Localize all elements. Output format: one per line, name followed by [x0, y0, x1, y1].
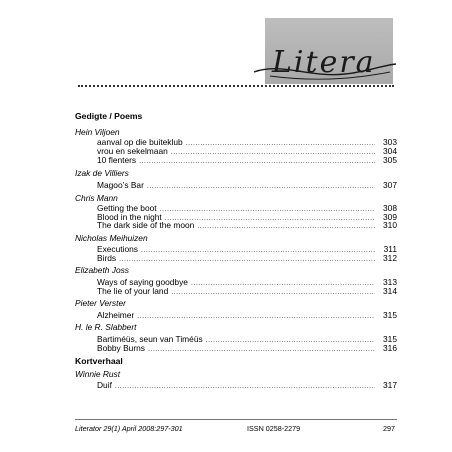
entry-page: 310: [383, 220, 397, 230]
entry-title: 10 flenters: [97, 155, 137, 165]
toc-entry: [97, 380, 397, 390]
entry-page: 312: [383, 253, 397, 263]
entry-title: Executions: [97, 244, 138, 254]
leader-dots: [119, 256, 375, 263]
entry-page: 316: [383, 343, 397, 353]
author-name: Elizabeth Joss: [75, 265, 129, 275]
toc-entry: [97, 310, 397, 320]
entry-page: 308: [383, 203, 397, 213]
entry-title: Bartiméüs, seun van Timéüs: [97, 334, 203, 344]
entry-title: The lie of your land: [97, 286, 169, 296]
toc-entry: [97, 253, 397, 263]
footer-citation: Literator 29(1) April 2008:297-301: [75, 424, 183, 433]
entry-page: 314: [383, 286, 397, 296]
entry-title: Bobby Burns: [97, 343, 145, 353]
entry-page: 311: [383, 244, 397, 254]
toc-entry: [97, 220, 397, 230]
toc-entry: [97, 155, 397, 165]
entry-page: 309: [383, 212, 397, 222]
leader-dots: [137, 313, 375, 320]
entry-page: 305: [383, 155, 397, 165]
entry-page: 304: [383, 146, 397, 156]
author-name: Hein Viljoen: [75, 127, 120, 137]
toc-entry: [97, 343, 397, 353]
entry-page: 315: [383, 310, 397, 320]
entry-page: 313: [383, 277, 397, 287]
header-dotted-rule: [78, 85, 394, 87]
entry-title: Ways of saying goodbye: [97, 277, 188, 287]
entry-title: Blood in the night: [97, 212, 162, 222]
author-name: Winnie Rust: [75, 369, 121, 379]
entry-page: 315: [383, 334, 397, 344]
section-heading-story: Kortverhaal: [75, 356, 123, 366]
journal-logo: Litera: [272, 45, 376, 80]
entry-title: Getting the boot: [97, 203, 157, 213]
section-heading-poems: Gedigte / Poems: [75, 111, 143, 121]
entry-title: vrou en sekelmaan: [97, 146, 168, 156]
entry-title: Duif: [97, 380, 112, 390]
entry-title: The dark side of the moon: [97, 220, 195, 230]
entry-title: Alzheimer: [97, 310, 135, 320]
footer-page-number: 297: [383, 424, 395, 433]
entry-page: 317: [383, 380, 397, 390]
author-name: H. le R. Slabbert: [75, 322, 137, 332]
leader-dots: [115, 383, 375, 390]
author-name: Nicholas Meihuizen: [75, 233, 148, 243]
toc-entry: [97, 180, 397, 190]
leader-dots: [171, 289, 375, 296]
entry-title: Birds: [97, 253, 117, 263]
author-name: Pieter Verster: [75, 298, 126, 308]
toc-entry: [97, 286, 397, 296]
entry-title: aanval op die buiteklub: [97, 137, 183, 147]
entry-title: Magoo’s Bar: [97, 180, 144, 190]
leader-dots: [148, 346, 375, 353]
entry-page: 307: [383, 180, 397, 190]
footer-issn: ISSN 0258-2279: [247, 424, 301, 433]
leader-dots: [147, 183, 375, 190]
leader-dots: [139, 158, 375, 165]
footer-rule: [75, 419, 397, 420]
author-name: Chris Mann: [75, 193, 118, 203]
author-name: Izak de Villiers: [75, 168, 129, 178]
leader-dots: [197, 223, 375, 230]
entry-page: 303: [383, 137, 397, 147]
